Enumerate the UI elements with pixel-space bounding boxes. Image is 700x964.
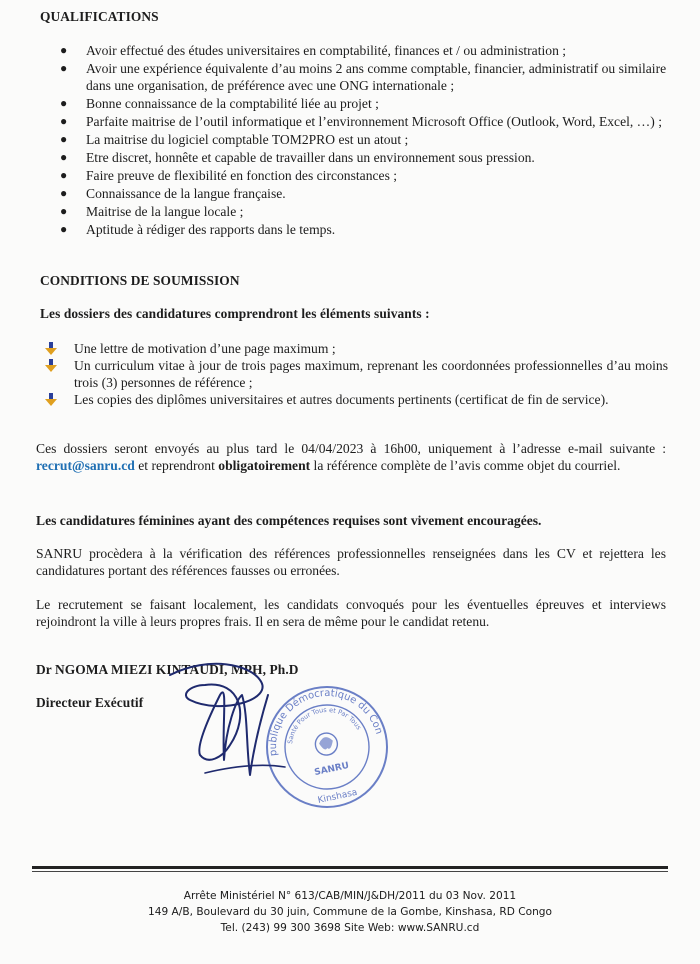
- stamp-emblem-icon: [313, 731, 339, 757]
- list-item: ● Etre discret, honnête et capable de travailler dans un environnement sous pression.: [60, 150, 535, 165]
- qualifications-heading: QUALIFICATIONS: [40, 9, 159, 24]
- list-item: ● Bonne connaissance de la comptabilité liée au projet ;: [60, 96, 379, 111]
- list-item: ● Connaissance de la langue française.: [60, 186, 286, 201]
- verification-paragraph: SANRU procèdera à la vérification des références professionnelles renseignées dans les CV et rejettera les candidatures portant des références fausses ou erronées.: [36, 546, 666, 578]
- arrow-down-icon: [44, 359, 58, 373]
- arrow-down-icon: [44, 342, 58, 356]
- women-note: Les candidatures féminines ayant des compétences requises sont vivement encouragées.: [36, 513, 542, 528]
- stamp-inner-text: Santé Pour Tous et Par Tous: [286, 705, 363, 745]
- bullet-icon: ●: [60, 96, 68, 110]
- footer-divider: [32, 866, 668, 869]
- bullet-icon: ●: [60, 114, 68, 128]
- conditions-list: [44, 340, 668, 408]
- stamp-city: Kinshasa: [316, 787, 359, 806]
- signatory-name: Dr NGOMA MIEZI KINTAUDI, MPH, Ph.D: [36, 662, 299, 677]
- list-item: Les copies des diplômes universitaires et autres documents pertinents (certificat de fin de service).: [44, 391, 668, 408]
- qualifications-list: [60, 42, 670, 239]
- list-item: ● Maitrise de la langue locale ;: [60, 204, 244, 219]
- bullet-icon: ●: [60, 43, 68, 57]
- email-link[interactable]: recrut@sanru.cd: [36, 458, 135, 473]
- recruitment-paragraph: Le recrutement se faisant localement, les candidats convoqués pour les éventuelles épreuves et interviews rejoindront la ville à leurs propres frais. Il en sera de même pour le candidat retenu.: [36, 597, 666, 629]
- list-item: ● Faire preuve de flexibilité en fonction des circonstances ;: [60, 168, 398, 183]
- list-item: Un curriculum vitae à jour de trois pages maximum, reprenant les coordonnées professionnelles d’au moins trois (3) personnes de référence ;: [44, 357, 668, 391]
- bullet-icon: ●: [60, 150, 68, 164]
- bullet-icon: ●: [60, 61, 68, 75]
- handwritten-signature: [150, 655, 290, 795]
- bullet-icon: ●: [60, 186, 68, 200]
- conditions-heading: CONDITIONS DE SOUMISSION: [40, 273, 240, 288]
- list-item: ● Aptitude à rédiger des rapports dans le temps.: [60, 222, 336, 237]
- arrow-down-icon: [44, 393, 58, 407]
- bullet-icon: ●: [60, 204, 68, 218]
- footer-divider-thin: [32, 871, 668, 872]
- bullet-icon: ●: [60, 168, 68, 182]
- stamp-outer-text: République Démocratique du Congo: [267, 687, 385, 757]
- list-item: ● Avoir effectué des études universitaires en comptabilité, finances et / ou administration ;: [60, 43, 567, 58]
- conditions-subheading: Les dossiers des candidatures comprendront les éléments suivants :: [40, 306, 430, 321]
- stamp-org: SANRU: [313, 760, 351, 779]
- list-item: ● La maitrise du logiciel comptable TOM2PRO est un atout ;: [60, 132, 409, 147]
- bullet-icon: ●: [60, 132, 68, 146]
- footer-line-contact: Tel. (243) 99 300 3698 Site Web: www.SANRU.cd: [220, 922, 480, 934]
- footer-line-decree: Arrête Ministériel N° 613/CAB/MIN/J&DH/2011 du 03 Nov. 2011: [183, 890, 517, 902]
- list-item: ● Parfaite maitrise de l’outil informatique et l’environnement Microsoft Office (Outlook, Word, Excel, …) ;: [60, 114, 662, 129]
- submission-paragraph: Ces dossiers seront envoyés au plus tard le 04/04/2023 à 16h00, uniquement à l’adresse e-mail suivante : recrut@sanru.cd et reprendront obligatoirement la référence complète de l’avis comme objet du courriel.: [36, 441, 666, 473]
- signatory-title: Directeur Exécutif: [36, 695, 144, 710]
- list-item: ● Avoir une expérience équivalente d’au moins 2 ans comme comptable, financier, administratif ou similaire dans une organisation, de préférence avec une ONG internationale ;: [60, 61, 667, 93]
- bullet-icon: ●: [60, 222, 68, 236]
- footer-line-address: 149 A/B, Boulevard du 30 juin, Commune de la Gombe, Kinshasa, RD Congo: [147, 906, 553, 918]
- list-item: Une lettre de motivation d’une page maximum ;: [44, 340, 668, 357]
